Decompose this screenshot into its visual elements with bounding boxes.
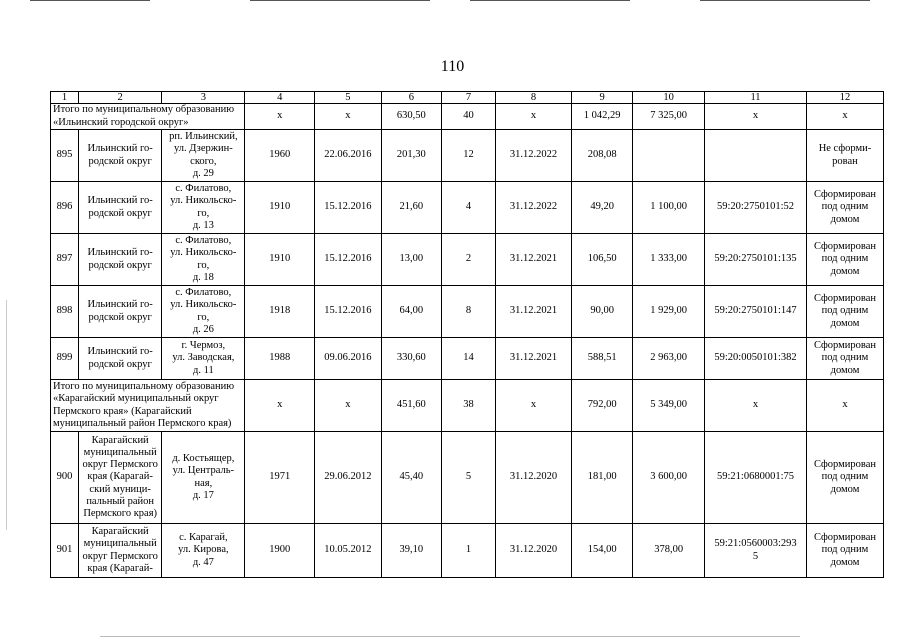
table-cell: Не сформи- рован [806,130,883,182]
top-scan-lines [0,0,905,3]
table-cell: 181,00 [571,432,632,524]
table-cell: 106,50 [571,234,632,286]
table-cell: Сформирован под одним домом [806,432,883,524]
table-cell: д. Костьящер, ул. Централь- ная, д. 17 [162,432,245,524]
table-cell: Карагайский муниципальный округ Пермского края (Карагай- [79,524,162,578]
table-cell: х [806,104,883,130]
bottom-scan-line [100,636,800,637]
table-cell: 898 [51,286,79,338]
table-cell: 1 100,00 [633,182,705,234]
table-cell: 39,10 [381,524,441,578]
table-cell: 31.12.2020 [496,432,572,524]
table-cell: 13,00 [381,234,441,286]
table-cell: 896 [51,182,79,234]
table-cell: 40 [441,104,495,130]
table-cell: 38 [441,380,495,432]
table-cell: 897 [51,234,79,286]
table-cell: 1 929,00 [633,286,705,338]
table-cell: 4 [441,182,495,234]
table-cell: 900 [51,432,79,524]
table-cell: 1 042,29 [571,104,632,130]
table-cell: 630,50 [381,104,441,130]
table-row [51,286,884,338]
table-row [51,234,884,286]
table-cell: 1 [441,524,495,578]
table-cell: 3 600,00 [633,432,705,524]
column-header: 6 [381,92,441,104]
table-cell: х [245,104,315,130]
table-cell: 22.06.2016 [315,130,382,182]
table-cell: х [315,380,382,432]
table-cell: 1 333,00 [633,234,705,286]
column-header: 5 [315,92,382,104]
column-header: 11 [705,92,807,104]
table-cell: 792,00 [571,380,632,432]
column-header: 12 [806,92,883,104]
page-number: 110 [440,58,465,75]
left-scan-mark [6,300,7,530]
total-row [51,104,884,130]
table-cell: 154,00 [571,524,632,578]
table-cell: х [315,104,382,130]
table-cell: 1900 [245,524,315,578]
table-cell: с. Филатово, ул. Никольско- го, д. 18 [162,234,245,286]
table-cell: х [496,104,572,130]
table-cell: 208,08 [571,130,632,182]
table-cell: 21,60 [381,182,441,234]
table-cell: 1918 [245,286,315,338]
column-header: 1 [51,92,79,104]
housing-table [50,91,884,578]
table-cell: 1960 [245,130,315,182]
table-cell: 901 [51,524,79,578]
column-header: 2 [79,92,162,104]
table-cell: Ильинский го- родской округ [79,130,162,182]
table-cell: 31.12.2021 [496,234,572,286]
table-row [51,432,884,524]
table-cell: Сформирован под одним домом [806,234,883,286]
table-cell: 59:21:0680001:75 [705,432,807,524]
column-header: 3 [162,92,245,104]
table-cell: 5 [441,432,495,524]
table-cell: 2 963,00 [633,338,705,380]
table-cell [633,130,705,182]
table-cell: 59:20:2750101:135 [705,234,807,286]
table-cell: 895 [51,130,79,182]
table-row [51,130,884,182]
table-cell: 64,00 [381,286,441,338]
column-header: 8 [496,92,572,104]
table-cell: 5 349,00 [633,380,705,432]
table-cell: Ильинский го- родской округ [79,338,162,380]
table-cell: 29.06.2012 [315,432,382,524]
table-cell: с. Карагай, ул. Кирова, д. 47 [162,524,245,578]
table-cell: 2 [441,234,495,286]
table-cell: Ильинский го- родской округ [79,286,162,338]
table-cell: 15.12.2016 [315,234,382,286]
table-header-row [51,92,884,104]
column-header: 4 [245,92,315,104]
table-cell: 330,60 [381,338,441,380]
table-cell: х [705,380,807,432]
table-cell: 14 [441,338,495,380]
table-cell: 899 [51,338,79,380]
table-cell: 59:20:2750101:52 [705,182,807,234]
table-cell: х [496,380,572,432]
table-row [51,182,884,234]
table-cell: с. Филатово, ул. Никольско- го, д. 26 [162,286,245,338]
table-cell: 59:20:2750101:147 [705,286,807,338]
table-cell: Сформирован под одним домом [806,524,883,578]
table-cell: 7 325,00 [633,104,705,130]
total-label: Итого по муниципальному образованию «Карагайский муниципальный округ Пермского края» (Карагайский муниципальный район Пермского края) [51,380,245,432]
table-cell: 201,30 [381,130,441,182]
table-cell: Сформирован под одним домом [806,338,883,380]
table-row [51,524,884,578]
table-cell: 31.12.2020 [496,524,572,578]
table-cell: 45,40 [381,432,441,524]
table-cell: 8 [441,286,495,338]
table-cell: с. Филатово, ул. Никольско- го, д. 13 [162,182,245,234]
table-cell: 49,20 [571,182,632,234]
table-cell: 378,00 [633,524,705,578]
total-label: Итого по муниципальному образованию «Ильинский городской округ» [51,104,245,130]
table-row [51,338,884,380]
column-header: 10 [633,92,705,104]
table-cell: 451,60 [381,380,441,432]
table-cell: 15.12.2016 [315,182,382,234]
table-cell: Ильинский го- родской округ [79,182,162,234]
table-cell: х [705,104,807,130]
table-cell: 31.12.2021 [496,338,572,380]
table-cell: 10.05.2012 [315,524,382,578]
table-cell: Ильинский го- родской округ [79,234,162,286]
table-cell: г. Чермоз, ул. Заводская, д. 11 [162,338,245,380]
column-header: 9 [571,92,632,104]
table-cell: 1910 [245,182,315,234]
table-cell: х [245,380,315,432]
table-cell: 1910 [245,234,315,286]
table-cell: 15.12.2016 [315,286,382,338]
table-cell: х [806,380,883,432]
table-cell: Сформирован под одним домом [806,286,883,338]
total-row [51,380,884,432]
table-cell: Карагайский муниципальный округ Пермского края (Карагай- ский муници- пальный район Пермского края) [79,432,162,524]
table-cell: 1971 [245,432,315,524]
table-cell: Сформирован под одним домом [806,182,883,234]
table-cell: 1988 [245,338,315,380]
table-cell: 588,51 [571,338,632,380]
column-header: 7 [441,92,495,104]
table-cell: 09.06.2016 [315,338,382,380]
table-cell: 90,00 [571,286,632,338]
table-cell: рп. Ильинский, ул. Дзержин- ского, д. 29 [162,130,245,182]
table-cell: 31.12.2021 [496,286,572,338]
table-cell: 31.12.2022 [496,130,572,182]
table-cell: 12 [441,130,495,182]
table-cell: 59:20:0050101:382 [705,338,807,380]
table-cell: 31.12.2022 [496,182,572,234]
table-cell [705,130,807,182]
table-cell: 59:21:0560003:293 5 [705,524,807,578]
